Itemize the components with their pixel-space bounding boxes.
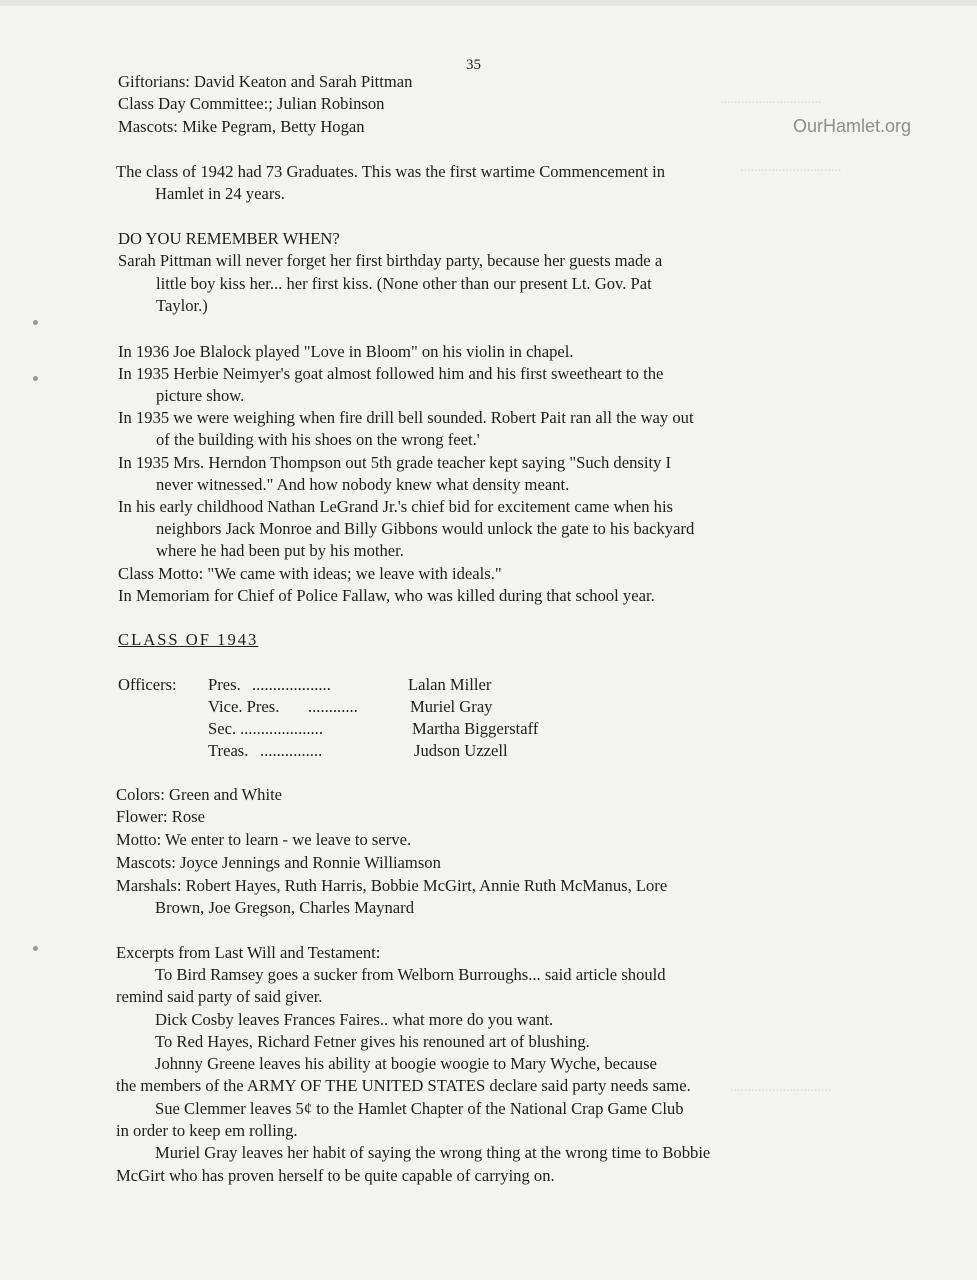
text-line: Brown, Joe Gregson, Charles Maynard bbox=[155, 898, 414, 917]
text-line: little boy kiss her... her first kiss. (None other than our present Lt. Gov. Pat bbox=[156, 274, 652, 293]
text-line: McGirt who has proven herself to be quite capable of carrying on. bbox=[116, 1166, 555, 1185]
class-heading: CLASS OF 1943 bbox=[118, 630, 259, 649]
text-line: Dick Cosby leaves Frances Faires.. what more do you want. bbox=[155, 1010, 554, 1029]
text-line: Class Day Committee:; Julian Robinson bbox=[118, 94, 385, 113]
text-line: In 1935 Herbie Neimyer's goat almost followed him and his first sweetheart to the bbox=[118, 364, 664, 383]
text-line: Marshals: Robert Hayes, Ruth Harris, Bobbie McGirt, Annie Ruth McManus, Lore bbox=[116, 876, 668, 895]
text-line: Mascots: Joyce Jennings and Ronnie Williamson bbox=[116, 853, 441, 872]
officer-leader-dots: ............... bbox=[260, 741, 323, 760]
bleed-through-text: ............................. bbox=[740, 160, 842, 175]
bleed-through-text: ............................. bbox=[720, 92, 822, 107]
officer-name: Martha Biggerstaff bbox=[412, 719, 539, 738]
officer-title: Treas. bbox=[208, 741, 249, 760]
page-number: 35 bbox=[466, 57, 481, 73]
officer-leader-dots: .................... bbox=[240, 719, 323, 738]
text-line: never witnessed." And how nobody knew what density meant. bbox=[156, 475, 570, 494]
text-line: In Memoriam for Chief of Police Fallaw, who was killed during that school year. bbox=[118, 586, 655, 605]
text-line: remind said party of said giver. bbox=[116, 987, 323, 1006]
text-line: In his early childhood Nathan LeGrand Jr.'s chief bid for excitement came when his bbox=[118, 497, 674, 516]
officer-name: Judson Uzzell bbox=[414, 741, 508, 760]
text-line: Johnny Greene leaves his ability at boogie woogie to Mary Wyche, because bbox=[155, 1054, 657, 1073]
text-line: Hamlet in 24 years. bbox=[155, 184, 285, 203]
text-line: Class Motto: "We came with ideas; we leave with ideals." bbox=[118, 564, 502, 583]
officer-name: Muriel Gray bbox=[410, 697, 493, 716]
officer-leader-dots: ................... bbox=[252, 675, 331, 694]
text-line: Colors: Green and White bbox=[116, 785, 283, 804]
officer-title: Vice. Pres. bbox=[208, 697, 280, 716]
text-line: of the building with his shoes on the wrong feet.' bbox=[156, 430, 480, 449]
officer-name: Lalan Miller bbox=[408, 675, 492, 694]
text-line: Sarah Pittman will never forget her first birthday party, because her guests made a bbox=[118, 251, 663, 270]
text-line: Mascots: Mike Pegram, Betty Hogan bbox=[118, 117, 365, 136]
text-line: Taylor.) bbox=[156, 296, 208, 315]
scan-edge bbox=[0, 0, 977, 6]
text-line: the members of the ARMY OF THE UNITED STATES declare said party needs same. bbox=[116, 1076, 691, 1095]
text-line: In 1936 Joe Blalock played "Love in Bloom" on his violin in chapel. bbox=[118, 342, 574, 361]
binder-hole-mark bbox=[33, 946, 38, 951]
text-line: neighbors Jack Monroe and Billy Gibbons would unlock the gate to his backyard bbox=[156, 519, 695, 538]
officer-leader-dots: ............ bbox=[308, 697, 358, 716]
text-line: In 1935 we were weighing when fire drill bell sounded. Robert Pait ran all the way out bbox=[118, 408, 694, 427]
text-line: Sue Clemmer leaves 5¢ to the Hamlet Chapter of the National Crap Game Club bbox=[155, 1099, 684, 1118]
text-line: In 1935 Mrs. Herndon Thompson out 5th grade teacher kept saying "Such density I bbox=[118, 453, 672, 472]
bleed-through-text: ............................. bbox=[730, 1080, 832, 1095]
text-line: Excerpts from Last Will and Testament: bbox=[116, 943, 381, 962]
binder-hole-mark bbox=[33, 376, 38, 381]
officer-title: Sec. bbox=[208, 719, 237, 738]
text-line: picture show. bbox=[156, 386, 245, 405]
officer-title: Pres. bbox=[208, 675, 241, 694]
section-heading: DO YOU REMEMBER WHEN? bbox=[118, 229, 340, 248]
text-line: Giftorians: David Keaton and Sarah Pittman bbox=[118, 72, 413, 91]
text-line: Motto: We enter to learn - we leave to serve. bbox=[116, 830, 412, 849]
text-line: The class of 1942 had 73 Graduates. This was the first wartime Commencement in bbox=[116, 162, 665, 181]
text-line: To Bird Ramsey goes a sucker from Welborn Burroughs... said article should bbox=[155, 965, 666, 984]
watermark: OurHamlet.org bbox=[793, 116, 912, 136]
officers-label: Officers: bbox=[118, 675, 177, 694]
text-line: in order to keep em rolling. bbox=[116, 1121, 298, 1140]
binder-hole-mark bbox=[33, 320, 38, 325]
text-line: Muriel Gray leaves her habit of saying the wrong thing at the wrong time to Bobbie bbox=[155, 1143, 711, 1162]
text-line: Flower: Rose bbox=[116, 807, 205, 826]
text-line: where he had been put by his mother. bbox=[156, 541, 404, 560]
text-line: To Red Hayes, Richard Fetner gives his renouned art of blushing. bbox=[155, 1032, 590, 1051]
